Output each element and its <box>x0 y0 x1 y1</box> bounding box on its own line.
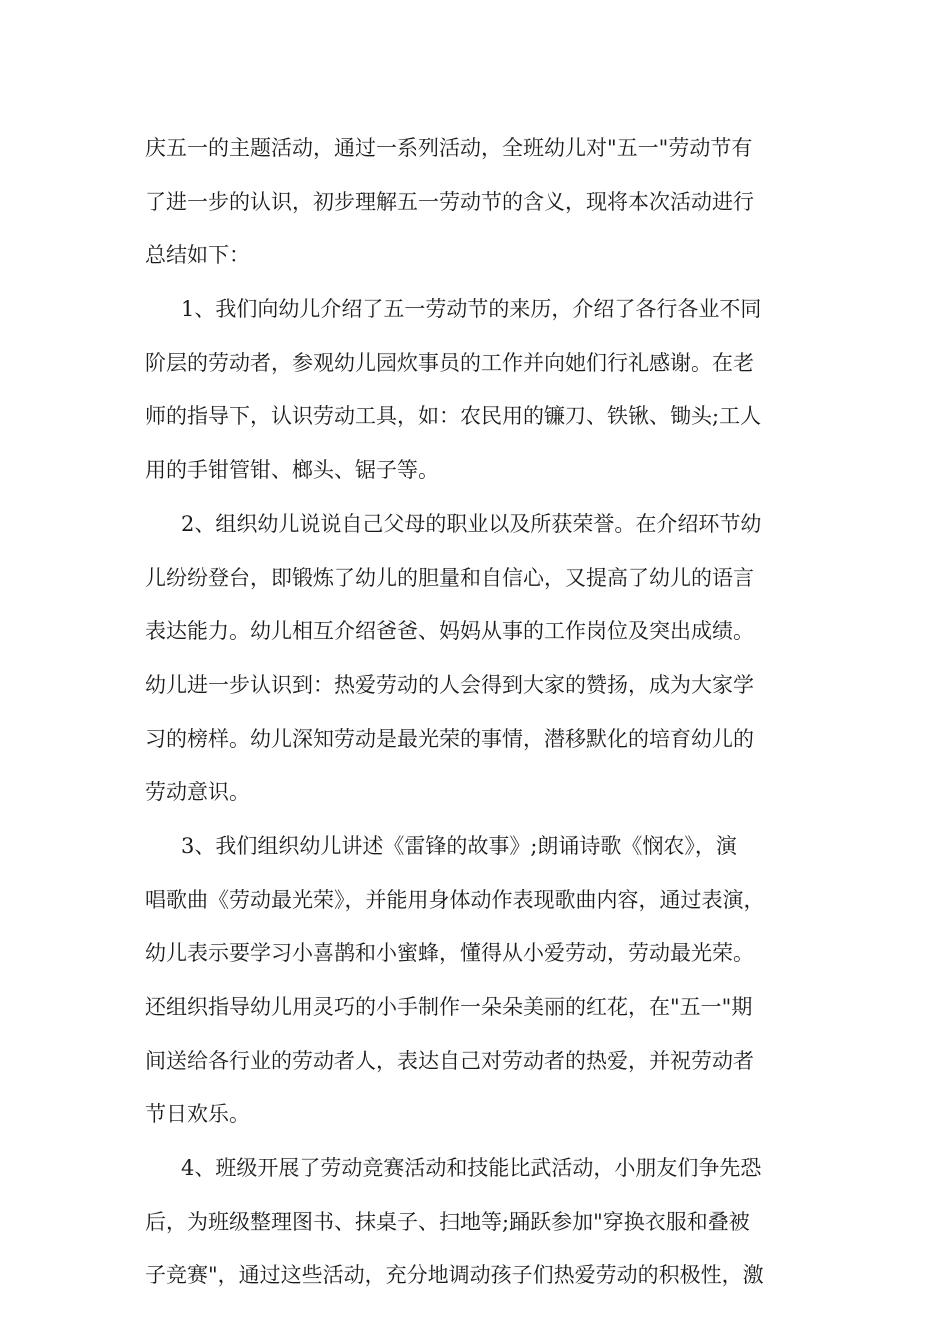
text-line: 幼儿进一步认识到：热爱劳动的人会得到大家的赞扬，成为大家学 <box>145 672 754 697</box>
text-line: 幼儿表示要学习小喜鹊和小蜜蜂，懂得从小爱劳动，劳动最光荣。 <box>145 941 754 966</box>
paragraph-intro <box>145 122 815 283</box>
text-line: 总结如下： <box>145 243 250 268</box>
text-line: 1、我们向幼儿介绍了五一劳动节的来历，介绍了各行各业不同 <box>181 297 762 322</box>
text-line: 师的指导下，认识劳动工具，如：农民用的镰刀、铁锹、锄头;工人 <box>145 404 762 429</box>
text-line: 儿纷纷登台，即锻炼了幼儿的胆量和自信心，又提高了幼儿的语言 <box>145 565 754 590</box>
text-line: 3、我们组织幼儿讲述《雷锋的故事》;朗诵诗歌《悯农》，演 <box>181 833 737 858</box>
text-line: 后，为班级整理图书、抹桌子、扫地等;踊跃参加"穿换衣服和叠被 <box>145 1209 750 1234</box>
text-line: 4、班级开展了劳动竞赛活动和技能比武活动，小朋友们争先恐 <box>181 1156 762 1181</box>
text-line: 阶层的劳动者，参观幼儿园炊事员的工作并向她们行礼感谢。在老 <box>145 350 754 375</box>
text-line: 唱歌曲《劳动最光荣》，并能用身体动作表现歌曲内容，通过表演， <box>145 887 765 912</box>
text-line: 了进一步的认识，初步理解五一劳动节的含义，现将本次活动进行 <box>145 189 754 214</box>
document-body <box>145 122 815 1303</box>
paragraph-item-1 <box>145 283 815 498</box>
text-line: 庆五一的主题活动，通过一系列活动，全班幼儿对"五一"劳动节有 <box>145 136 753 160</box>
text-line: 2、组织幼儿说说自己父母的职业以及所获荣誉。在介绍环节幼 <box>181 511 762 536</box>
text-line: 节日欢乐。 <box>145 1102 250 1127</box>
paragraph-item-2 <box>145 498 815 820</box>
text-line: 间送给各行业的劳动者人，表达自己对劳动者的热爱，并祝劳动者 <box>145 1048 754 1073</box>
text-line: 还组织指导幼儿用灵巧的小手制作一朵朵美丽的红花，在"五一"期 <box>145 995 753 1019</box>
text-line: 用的手钳管钳、榔头、锯子等。 <box>145 458 439 483</box>
text-line: 劳动意识。 <box>145 780 250 805</box>
paragraph-item-4 <box>145 1142 815 1303</box>
paragraph-item-3 <box>145 820 815 1142</box>
text-line: 子竞赛"，通过这些活动，充分地调动孩子们热爱劳动的积极性，激 <box>145 1263 764 1288</box>
text-line: 表达能力。幼儿相互介绍爸爸、妈妈从事的工作岗位及突出成绩。 <box>145 619 754 644</box>
text-line: 习的榜样。幼儿深知劳动是最光荣的事情，潜移默化的培育幼儿的 <box>145 726 754 751</box>
